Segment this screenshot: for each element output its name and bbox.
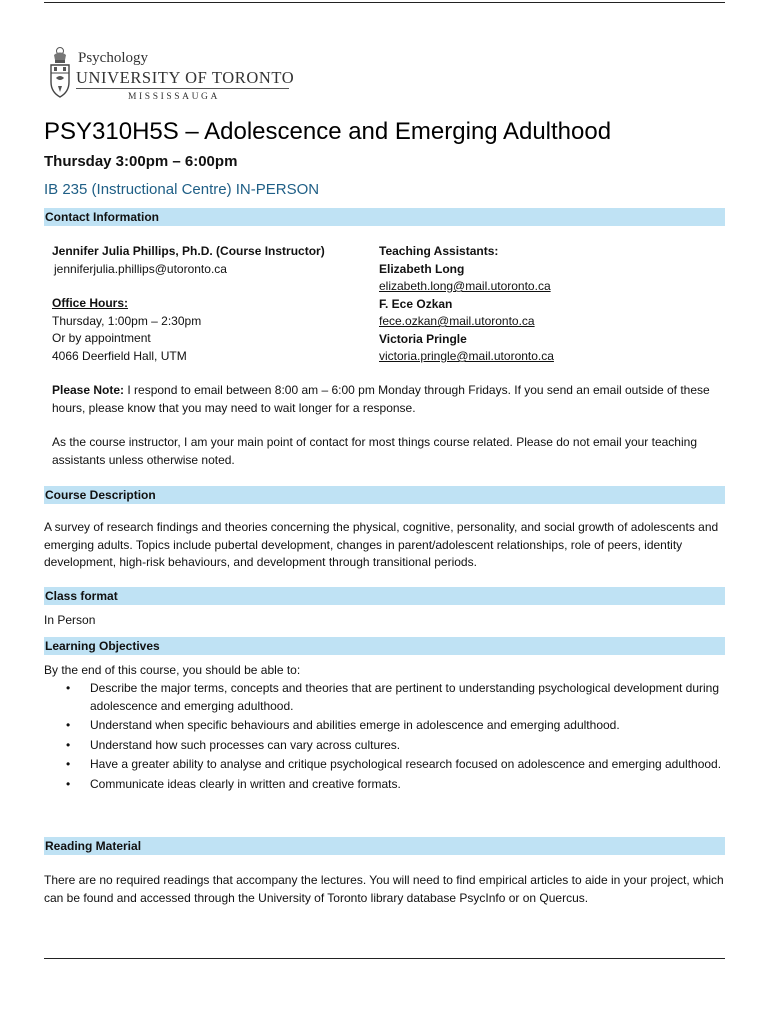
bottom-divider <box>44 958 725 959</box>
list-item <box>44 776 724 794</box>
section-heading-objectives: Learning Objectives <box>44 637 725 655</box>
ta-email-link[interactable]: elizabeth.long@mail.utoronto.ca <box>379 279 551 293</box>
logo-department: Psychology <box>78 50 149 66</box>
list-item <box>44 717 724 735</box>
office-hours-time: Thursday, 1:00pm – 2:30pm <box>52 313 202 328</box>
description-text: A survey of research findings and theories concerning the physical, cognitive, personality, and social growth of adolescents and emerging adults. Topics include pubertal development, changes in parent/adolescent relationships, role of peers, identity development, high-risk behaviours, and development through transitional periods. <box>44 520 719 569</box>
instructor-info <box>52 243 362 365</box>
contact-policy: As the course instructor, I am your main point of contact for most things course related. Please do not email your teaching assistants unless otherwise noted. <box>52 435 697 467</box>
logo-university: UNIVERSITY OF TORONTO <box>76 68 295 87</box>
section-heading-format: Class format <box>44 587 725 605</box>
note-label: Please Note: <box>52 383 125 397</box>
section-heading-contact: Contact Information <box>44 208 725 226</box>
ta-email-link[interactable]: fece.ozkan@mail.utoronto.ca <box>379 314 535 328</box>
class-format-text: In Person <box>44 613 96 627</box>
list-item <box>44 680 724 715</box>
course-time: Thursday 3:00pm – 6:00pm <box>44 153 238 170</box>
bullet-icon: • <box>66 776 71 791</box>
course-title: PSY310H5S – Adolescence and Emerging Adulthood <box>44 118 612 145</box>
ta-email-link[interactable]: victoria.pringle@mail.utoronto.ca <box>379 349 554 363</box>
logo-rule <box>76 88 289 89</box>
note-text: I respond to email between 8:00 am – 6:00 pm Monday through Fridays. If you send an email outside of these hours, please know that you may need to wait longer for a response. <box>52 383 710 415</box>
objective-text: Describe the major terms, concepts and theories that are pertinent to understanding psychological development during adolescence and emerging adulthood. <box>90 681 720 713</box>
bullet-icon: • <box>66 737 71 752</box>
email-note <box>52 382 720 417</box>
list-item <box>44 737 724 755</box>
university-logo <box>48 46 298 106</box>
list-item <box>44 756 724 774</box>
instructor-email[interactable]: jenniferjulia.phillips@utoronto.ca <box>54 261 227 276</box>
bullet-icon: • <box>66 718 71 732</box>
office-location: 4066 Deerfield Hall, UTM <box>52 348 187 363</box>
bullet-icon: • <box>66 757 71 771</box>
objectives-list <box>44 680 724 795</box>
course-location: IB 235 (Instructional Centre) IN-PERSON <box>44 181 320 198</box>
top-divider <box>44 2 725 3</box>
section-heading-reading: Reading Material <box>44 837 725 855</box>
teaching-assistants <box>379 243 709 366</box>
objective-text: Understand when specific behaviours and abilities emerge in adolescence and emerging adulthood. <box>90 718 620 732</box>
section-heading-description: Course Description <box>44 486 725 504</box>
objectives-intro: By the end of this course, you should be able to: <box>44 663 301 677</box>
instructor-name: Jennifer Julia Phillips, Ph.D. (Course Instructor) <box>52 244 325 258</box>
objective-text: Have a greater ability to analyse and critique psychological research focused on adolescence and emerging adulthood. <box>90 757 722 771</box>
ta-name: Elizabeth Long <box>379 261 465 276</box>
objective-text: Communicate ideas clearly in written and creative formats. <box>90 776 401 791</box>
objective-text: Understand how such processes can vary across cultures. <box>90 737 401 752</box>
crest-icon <box>48 46 72 102</box>
bullet-icon: • <box>66 681 71 695</box>
ta-name: Victoria Pringle <box>379 331 467 346</box>
ta-name: F. Ece Ozkan <box>379 296 453 311</box>
ta-heading: Teaching Assistants: <box>379 244 499 258</box>
reading-text: There are no required readings that accompany the lectures. You will need to find empirical articles to aide in your project, which can be found and accessed through the University of Toronto library database PsycInfo or on Quercus. <box>44 873 724 905</box>
office-hours-label: Office Hours: <box>52 296 129 310</box>
logo-campus: MISSISSAUGA <box>128 92 220 102</box>
office-hours-alt: Or by appointment <box>52 331 151 345</box>
